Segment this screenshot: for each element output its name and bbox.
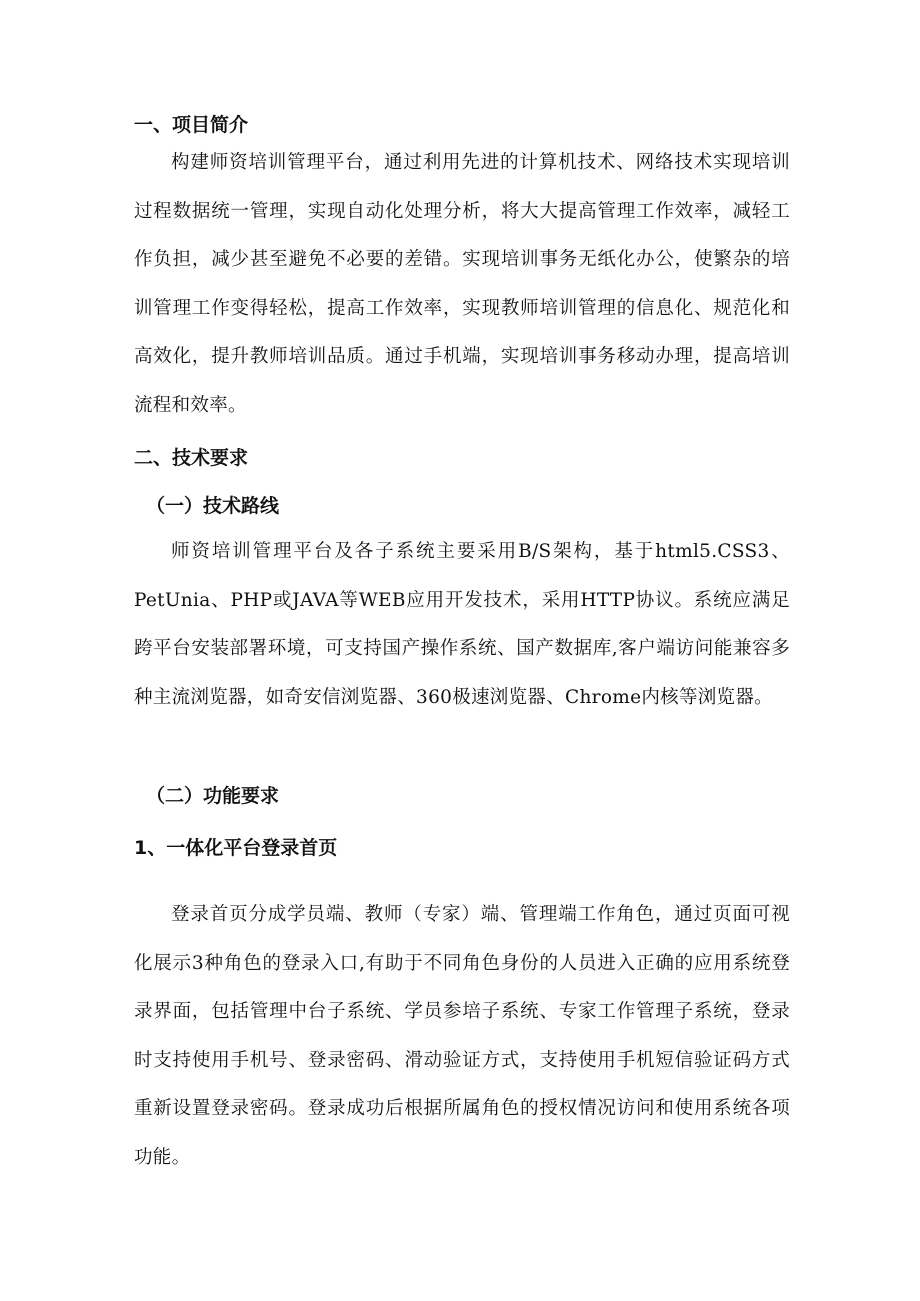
section-heading-login-homepage: 1、一体化平台登录首页 [134, 837, 338, 859]
subsection-heading-function-requirements: （二）功能要求 [146, 785, 280, 807]
paragraph-login-homepage: 登录首页分成学员端、教师（专家）端、管理端工作角色，通过页面可视化展示3种角色的登录入口,有助于不同角色身份的人员进入正确的应用系统登录界面，包括管理中台子系统、学员参培子系统、专家工作管理子系统，登录时支持使用手机号、登录密码、滑动验证方式，支持使用手机短信验证码方式重新设置登录密码。登录成功后根据所属角色的授权情况访问和使用系统各项功能。 [134, 904, 790, 1168]
paragraph-tech-route: 师资培训管理平台及各子系统主要采用B/S架构，基于html5.CSS3、PetUnia、PHP或JAVA等WEB应用开发技术，采用HTTP协议。系统应满足跨平台安装部署环境，可支持国产操作系统、国产数据库,客户端访问能兼容多种主流浏览器，如奇安信浏览器、360极速浏览器、Chrome内核等浏览器。 [134, 541, 790, 708]
section-heading-project-intro: 一、项目简介 [134, 114, 249, 136]
paragraph-project-intro: 构建师资培训管理平台，通过利用先进的计算机技术、网络技术实现培训过程数据统一管理，实现自动化处理分析，将大大提高管理工作效率，减轻工作负担，减少甚至避免不必要的差错。实现培训事务无纸化办公，使繁杂的培训管理工作变得轻松，提高工作效率，实现教师培训管理的信息化、规范化和高效化，提升教师培训品质。通过手机端，实现培训事务移动办理，提高培训流程和效率。 [134, 152, 790, 416]
section-heading-tech-requirements: 二、技术要求 [134, 447, 249, 469]
subsection-heading-tech-route: （一）技术路线 [146, 495, 280, 517]
